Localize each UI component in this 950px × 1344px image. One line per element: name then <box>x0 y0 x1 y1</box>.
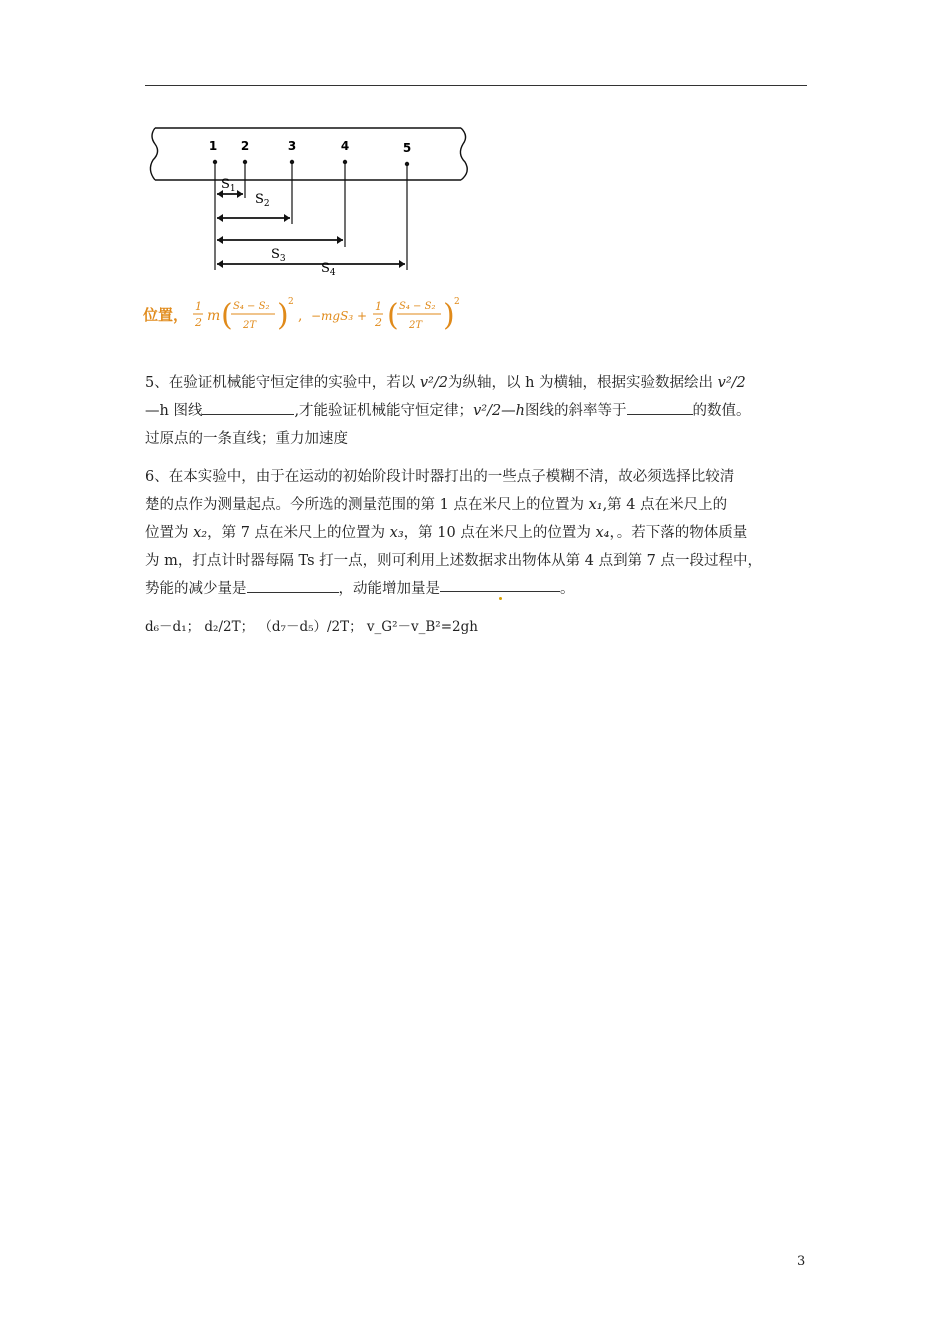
point-label-3: 3 <box>287 139 297 153</box>
svg-text:2T: 2T <box>243 320 257 331</box>
answer-formula <box>143 292 463 340</box>
point-label-2: 2 <box>240 139 250 153</box>
question-6 <box>145 463 815 603</box>
label-s2: $S_2$ <box>255 192 270 209</box>
tape-diagram <box>143 122 488 282</box>
point-label-1: 1 <box>208 139 218 153</box>
svg-text:,: , <box>298 308 303 324</box>
answer-prefix: 位置， <box>143 306 189 324</box>
svg-text:S₄ − S₂: S₄ − S₂ <box>233 301 270 312</box>
q5-var-v2: v²/2 <box>419 375 448 391</box>
svg-text:2: 2 <box>195 316 202 329</box>
q5-blank-1[interactable] <box>202 398 294 415</box>
q6-blank-1[interactable] <box>247 576 339 593</box>
svg-text:(: ( <box>387 298 399 333</box>
svg-text:1: 1 <box>375 300 382 313</box>
svg-text:2: 2 <box>288 297 294 307</box>
svg-text:): ) <box>277 298 289 333</box>
dot-mark <box>499 597 502 600</box>
answers-line: d₆－d₁； d₂/2T； （d₇－d₅）/2T； v_G²－v_B²=2gh <box>145 619 478 635</box>
point-label-4: 4 <box>340 139 350 153</box>
svg-text:1: 1 <box>195 300 202 313</box>
header-rule <box>145 85 807 86</box>
svg-text:2: 2 <box>454 297 460 307</box>
svg-text:2T: 2T <box>409 320 423 331</box>
label-s4: $S_4$ <box>321 261 336 278</box>
svg-text:(: ( <box>221 298 233 333</box>
q6-blank-2[interactable] <box>440 575 560 592</box>
label-s3: $S_3$ <box>271 247 286 264</box>
question-5 <box>145 369 815 453</box>
q6-line-2: 楚的点作为测量起点。今所选的测量范围的第 1 点在米尺上的位置为 x₁,第 4 点在米尺上的 <box>145 497 728 513</box>
q5-line-1: 5、在验证机械能守恒定律的实验中，若以 v²/2为纵轴，以 h 为横轴，根据实验数据绘出 v²/2 <box>145 375 746 391</box>
q6-line-1: 6、在本实验中，由于在运动的初始阶段计时器打出的一些点子模糊不清，故必须选择比较清 <box>145 469 735 485</box>
label-s1: $S_1$ <box>221 177 236 194</box>
svg-text:m: m <box>207 308 221 324</box>
q5-line-2: —h 图线 ,才能验证机械能守恒定律；v²/2—h图线的斜率等于 的数值。 <box>145 397 815 425</box>
svg-text:−mgS₃ +: −mgS₃ + <box>311 309 368 323</box>
svg-text:): ) <box>443 298 455 333</box>
q6-line-5: 势能的减少量是 ，动能增加量是 。 <box>145 575 815 603</box>
q5-answer: 过原点的一条直线；重力加速度 <box>145 431 348 447</box>
page-number: 3 <box>797 1254 806 1269</box>
svg-text:S₄ − S₂: S₄ − S₂ <box>399 301 436 312</box>
q6-line-4: 为 m，打点计时器每隔 Ts 打一点，则可利用上述数据求出物体从第 4 点到第 7 点一段过程中， <box>145 553 763 569</box>
q5-blank-2[interactable] <box>627 398 693 415</box>
point-label-5: 5 <box>402 141 412 155</box>
q6-line-3: 位置为 x₂，第 7 点在米尺上的位置为 x₃，第 10 点在米尺上的位置为 x₄，。若下落的物体质量 <box>145 525 748 541</box>
svg-text:2: 2 <box>375 316 382 329</box>
